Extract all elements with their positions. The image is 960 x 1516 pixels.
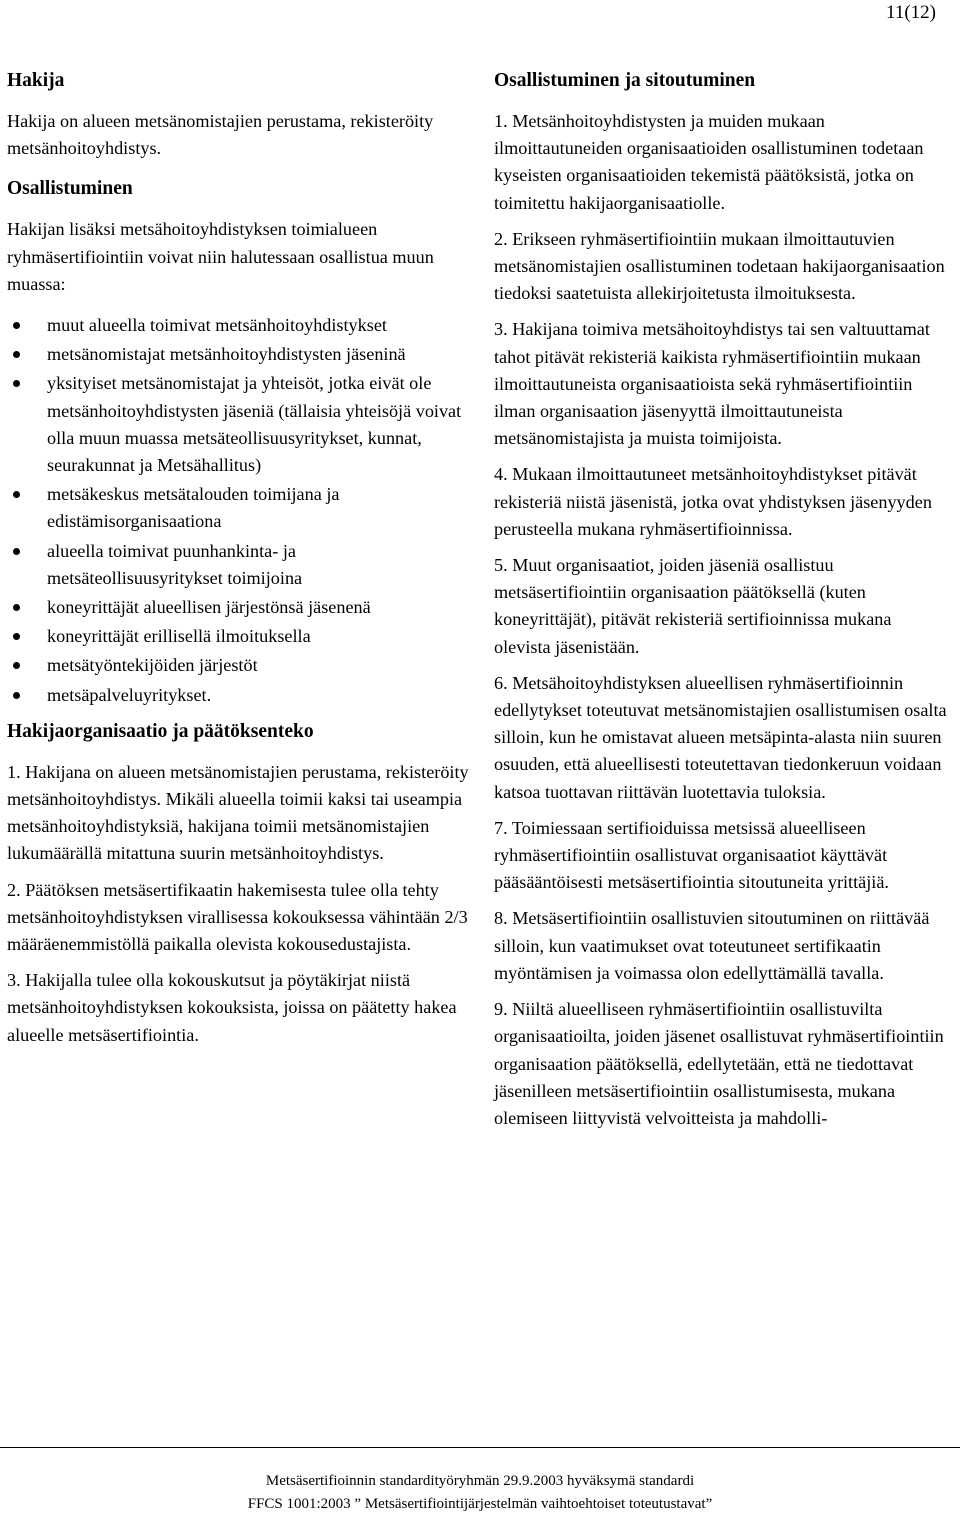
list-item: koneyrittäjät erillisellä ilmoituksella: [7, 623, 469, 650]
bullet-icon: [13, 548, 20, 555]
list-item: yksityiset metsänomistajat ja yhteisöt, jotka eivät ole metsänhoitoyhdistysten jäseniä (tällaisia yhteisöjä voivat olla muun muassa metsäteollisuusyritykset, kunnat, seurakunnat ja Metsähallitus): [7, 370, 469, 479]
bullet-icon: [13, 351, 20, 358]
numbered-paragraph: 6. Metsähoitoyhdistyksen alueellisen ryhmäsertifioinnin edellytykset toteutuvat metsänomistajien osallistumisen osalta silloin, kun he omistavat alueen metsäpinta-alasta niin suuren osuuden, että alueellisesti toteutettavan tiedonkeruun voidaan katsoa tuottavan riittävän luotettavia tuloksia.: [494, 672, 947, 802]
heading-hakija: Hakija: [7, 70, 65, 91]
left-column: [7, 68, 469, 1058]
paragraph-hakija: Hakija on alueen metsänomistajien perustama, rekisteröity metsänhoitoyhdistys.: [7, 111, 434, 159]
list-item: alueella toimivat puunhankinta- ja metsäteollisuusyritykset toimijoina: [7, 538, 469, 592]
footer-divider: [0, 1447, 960, 1448]
footer-line-1: Metsäsertifioinnin standardityöryhmän 29.9.2003 hyväksymä standardi: [265, 1473, 695, 1489]
numbered-paragraph: 2. Päätöksen metsäsertifikaatin hakemisesta tulee olla tehty metsänhoitoyhdistyksen virallisessa kokouksessa vähintään 2/3 määräenemmistöllä paikalla olevista kokousedustajista.: [7, 879, 468, 955]
list-item: metsäkeskus metsätalouden toimijana ja edistämisorganisaationa: [7, 481, 469, 535]
numbered-paragraph: 9. Niiltä alueelliseen ryhmäsertifiointiin osallistuvilta organisaatioilta, joiden jäsenet osallistuvat ryhmäsertifiointiin organisaation päätöksellä, edellytetään, että ne tiedottavat jäsenilleen metsäsertifiointiin osallistumisesta, mukana olemiseen liittyvistä velvoitteista ja mahdolli-: [494, 999, 944, 1128]
page-number: 11(12): [886, 2, 936, 23]
heading-osallistuminen: Osallistuminen: [7, 178, 133, 200]
numbered-list: [7, 759, 469, 1049]
numbered-paragraph: 7. Toimiessaan sertifioiduissa metsissä alueelliseen ryhmäsertifiointiin osallistuvat organisaatiot käyttävät pääsääntöisesti metsäsertifiointia sitoutuneita yrittäjiä.: [494, 817, 889, 893]
heading-osallistuminen-ja-sitoutuminen: Osallistuminen ja sitoutuminen: [494, 70, 756, 91]
list-item: koneyrittäjät alueellisen järjestönsä jäsenenä: [7, 594, 469, 621]
numbered-list: [494, 108, 952, 1132]
numbered-paragraph: 1. Metsänhoitoyhdistysten ja muiden mukaan ilmoittautuneiden organisaatioiden osallistuminen todetaan kyseisten organisaatioiden tekemistä päätöksistä, jotka on toimitettu hakijaorganisaatiolle.: [494, 111, 924, 213]
numbered-paragraph: 5. Muut organisaatiot, joiden jäseniä osallistuu metsäsertifiointiin organisaation päätöksellä (kuten koneyrittäjät), pitävät rekisteriä sertifioinnissa mukana olevista jäsenistään.: [494, 555, 892, 657]
numbered-paragraph: 1. Hakijana on alueen metsänomistajien perustama, rekisteröity metsänhoitoyhdistys. Mikäli alueella toimii kaksi tai useampia metsänhoitoyhdistyksiä, hakijana toimii metsänomistajien lukumäärällä mitattuna suurin metsänhoitoyhdistys.: [7, 761, 469, 864]
bullet-icon: [13, 380, 20, 387]
bullet-icon: [13, 604, 20, 611]
bullet-icon: [13, 692, 20, 699]
numbered-paragraph: 3. Hakijana toimiva metsähoitoyhdistys tai sen valtuuttamat tahot pitävät rekisteriä kaikista ryhmäsertifiointiin mukaan ilmoittautuneista organisaatioista sekä ryhmäsertifiointiin ilman organisaation jäsenyyttä ilmoittautuneista metsänomistajista ja muista toimijoista.: [494, 319, 930, 449]
list-item: muut alueella toimivat metsänhoitoyhdistykset: [7, 312, 469, 339]
bullet-icon: [13, 662, 20, 669]
numbered-paragraph: 4. Mukaan ilmoittautuneet metsänhoitoyhdistykset pitävät rekisteriä niistä jäsenistä, jotka ovat yhdistyksen jäsenyyden perusteella mukana ryhmäsertifioinnissa.: [494, 464, 932, 539]
bullet-icon: [13, 633, 20, 640]
paragraph-osallistuminen: Hakijan lisäksi metsähoitoyhdistyksen toimialueen ryhmäsertifiointiin voivat niin halutessaan osallistua muun muassa:: [7, 219, 434, 294]
numbered-paragraph: 8. Metsäsertifiointiin osallistuvien sitoutuminen on riittävää silloin, kun vaatimukset ovat toteutuneet sertifikaatin myöntämisen ja voimassa olon edellyttämällä tavalla.: [494, 908, 930, 983]
right-column: [494, 68, 952, 1141]
numbered-paragraph: 3. Hakijalla tulee olla kokouskutsut ja pöytäkirjat niistä metsänhoitoyhdistyksen kokouksista, joissa on päätetty hakea alueelle metsäsertifiointia.: [7, 970, 457, 1045]
bullet-icon: [13, 491, 20, 498]
list-item: metsäpalveluyritykset.: [7, 682, 469, 709]
numbered-paragraph: 2. Erikseen ryhmäsertifiointiin mukaan ilmoittautuvien metsänomistajien osallistuminen todetaan hakijaorganisaation tiedoksi saatetuista allekirjoitetusta ilmoituksesta.: [494, 228, 945, 304]
list-item: metsätyöntekijöiden järjestöt: [7, 652, 469, 679]
footer-line-2: FFCS 1001:2003 ” Metsäsertifiointijärjestelmän vaihtoehtoiset toteutustavat”: [247, 1496, 713, 1512]
participant-list: [7, 312, 469, 709]
bullet-icon: [13, 322, 20, 329]
heading-hakijaorganisaatio: Hakijaorganisaatio ja päätöksenteko: [7, 720, 314, 742]
list-item: metsänomistajat metsänhoitoyhdistysten jäseninä: [7, 341, 469, 368]
